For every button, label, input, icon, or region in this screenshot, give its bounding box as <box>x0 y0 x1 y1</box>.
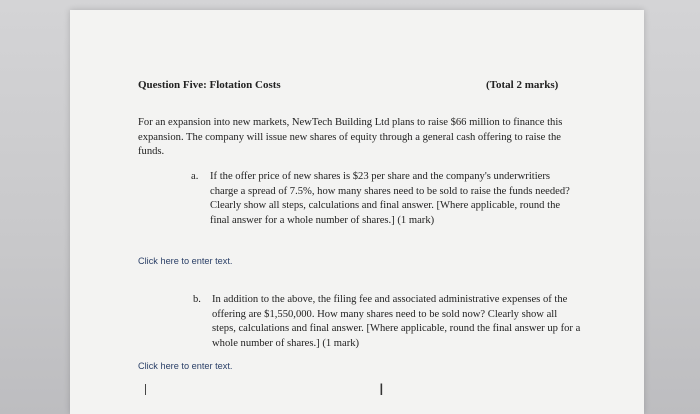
item-b-text: In addition to the above, the filing fee and associated administrative expenses of the offering are $1,550,000. How many shares need to be sold now? Clearly show all steps, calculations and final answer. [Where applicable, round the final answer up for a whole number of shares.] (1 mark) <box>212 294 581 349</box>
question-title: Question Five: Flotation Costs <box>138 79 281 91</box>
ibeam-cursor-icon: I <box>379 380 384 399</box>
answer-a-field[interactable]: Click here to enter text. <box>138 256 233 266</box>
document-page <box>70 10 644 414</box>
item-a-letter: a. <box>191 171 199 182</box>
item-a-text: If the offer price of new shares is $23 per share and the company's underwritiers charge a spread of 7.5%, how many shares need to be sold to raise the funds needed? Clearly show all steps, calculations and final answer. [Where applicable, round the final answer for a whole number of shares.] (1 mark) <box>210 171 570 226</box>
text-caret <box>145 384 146 395</box>
answer-b-field[interactable]: Click here to enter text. <box>138 361 233 371</box>
question-intro: For an expansion into new markets, NewTech Building Ltd plans to raise $66 million to finance this expansion. The company will issue new shares of equity through a general cash offering to raise the funds. <box>138 117 563 158</box>
item-b-letter: b. <box>193 294 201 305</box>
question-total-marks: (Total 2 marks) <box>486 79 559 91</box>
